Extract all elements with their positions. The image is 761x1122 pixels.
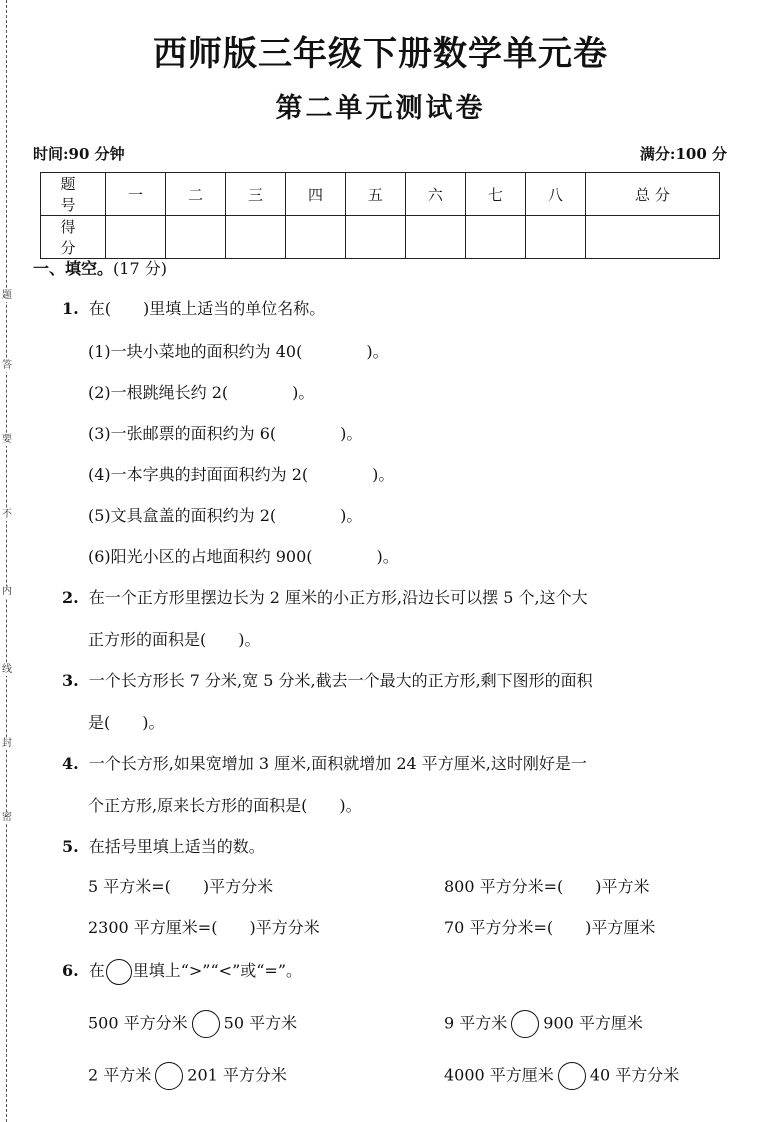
question-number: 2. [62, 588, 79, 607]
score-cell[interactable] [225, 216, 285, 259]
score-table-column: 五 [345, 173, 405, 216]
compare-left: 500 平方分米 [88, 1013, 188, 1033]
page-subtitle: 第二单元测试卷 [275, 93, 486, 124]
score-cell[interactable] [585, 216, 719, 259]
question-1-item: (3)一张邮票的面积约为 6( )。 [88, 424, 363, 443]
question-text: 在( )里填上适当的单位名称。 [88, 299, 326, 318]
compare-item [444, 1062, 679, 1090]
section-heading [33, 256, 167, 279]
score-cell[interactable] [405, 216, 465, 259]
compare-right: 40 平方分米 [589, 1065, 680, 1085]
compare-left: 2 平方米 [88, 1065, 152, 1085]
question-5 [62, 834, 265, 857]
score-table-column: 四 [285, 173, 345, 216]
question-number: 4. [62, 754, 79, 773]
score-cell[interactable] [465, 216, 525, 259]
compare-circle-blank[interactable] [155, 1062, 183, 1090]
compare-circle-icon [106, 959, 132, 985]
score-cell[interactable] [525, 216, 585, 259]
binding-char: 内 [2, 586, 12, 597]
question-1 [62, 296, 325, 319]
binding-char: 题 [2, 290, 12, 301]
compare-circle-blank[interactable] [192, 1010, 220, 1038]
binding-char: 要 [2, 434, 12, 445]
score-table-column: 六 [405, 173, 465, 216]
compare-left: 4000 平方厘米 [444, 1065, 554, 1085]
score-cell[interactable] [106, 216, 166, 259]
full-score-label: 满分:100 分 [639, 145, 727, 163]
question-1-item: (4)一本字典的封面面积约为 2( )。 [88, 465, 395, 484]
score-table-column: 八 [525, 173, 585, 216]
conversion-item: 800 平方分米=( )平方米 [444, 877, 650, 896]
question-text: 在一个正方形里摆边长为 2 厘米的小正方形,沿边长可以摆 5 个,这个大 [88, 588, 588, 607]
score-cell[interactable] [285, 216, 345, 259]
conversion-item: 5 平方米=( )平方分米 [88, 877, 274, 896]
compare-right: 50 平方米 [223, 1013, 298, 1033]
compare-right: 900 平方厘米 [543, 1013, 643, 1033]
score-table-column: 二 [165, 173, 225, 216]
question-number: 1. [62, 299, 79, 318]
binding-margin-line [6, 0, 7, 1122]
score-table-header-row [41, 173, 720, 216]
question-text-pre: 在 [88, 961, 105, 980]
question-text: 一个长方形长 7 分米,宽 5 分米,截去一个最大的正方形,剩下图形的面积 [88, 671, 593, 690]
question-3 [62, 668, 593, 691]
conversion-item: 2300 平方厘米=( )平方分米 [88, 918, 320, 937]
score-table-score-row [41, 216, 720, 259]
time-label: 时间:90 分钟 [33, 145, 125, 163]
compare-right: 201 平方分米 [187, 1065, 287, 1085]
question-2 [62, 585, 588, 608]
page-title: 西师版三年级下册数学单元卷 [153, 34, 608, 74]
question-3-continuation: 是( )。 [88, 713, 165, 732]
score-table-column: 七 [465, 173, 525, 216]
compare-item [88, 1010, 297, 1038]
compare-item [444, 1010, 643, 1038]
binding-char: 封 [2, 738, 12, 749]
binding-char: 答 [2, 360, 12, 371]
question-1-item: (2)一根跳绳长约 2( )。 [88, 383, 315, 402]
question-1-item: (6)阳光小区的占地面积约 900( )。 [88, 547, 399, 566]
score-table-column: 一 [106, 173, 166, 216]
score-table-score-label: 得 分 [41, 216, 106, 259]
question-4 [62, 751, 587, 774]
score-cell[interactable] [345, 216, 405, 259]
conversion-item: 70 平方分米=( )平方厘米 [444, 918, 656, 937]
question-text: 一个长方形,如果宽增加 3 厘米,面积就增加 24 平方厘米,这时刚好是一 [88, 754, 587, 773]
binding-char: 密 [2, 812, 12, 823]
compare-item [88, 1062, 287, 1090]
question-text: 在括号里填上适当的数。 [88, 837, 265, 856]
question-2-continuation: 正方形的面积是( )。 [88, 630, 261, 649]
score-cell[interactable] [165, 216, 225, 259]
score-table-column: 总 分 [585, 173, 719, 216]
question-1-item: (1)一块小菜地的面积约为 40( )。 [88, 342, 389, 361]
question-1-item: (5)文具盒盖的面积约为 2( )。 [88, 506, 363, 525]
binding-char: 线 [2, 664, 12, 675]
score-table [40, 172, 720, 259]
score-table-header-label: 题 号 [41, 173, 106, 216]
score-table-column: 三 [225, 173, 285, 216]
binding-char: 不 [2, 509, 12, 520]
question-number: 5. [62, 837, 79, 856]
question-text-post: 里填上“>”“<”或“=”。 [132, 961, 303, 980]
question-number: 6. [62, 961, 79, 980]
compare-circle-blank[interactable] [511, 1010, 539, 1038]
section-title: 一、填空。 [33, 259, 114, 278]
question-4-continuation: 个正方形,原来长方形的面积是( )。 [88, 796, 362, 815]
compare-circle-blank[interactable] [558, 1062, 586, 1090]
question-number: 3. [62, 671, 79, 690]
section-points: (17 分) [113, 259, 167, 278]
question-6 [62, 958, 302, 985]
compare-left: 9 平方米 [444, 1013, 508, 1033]
